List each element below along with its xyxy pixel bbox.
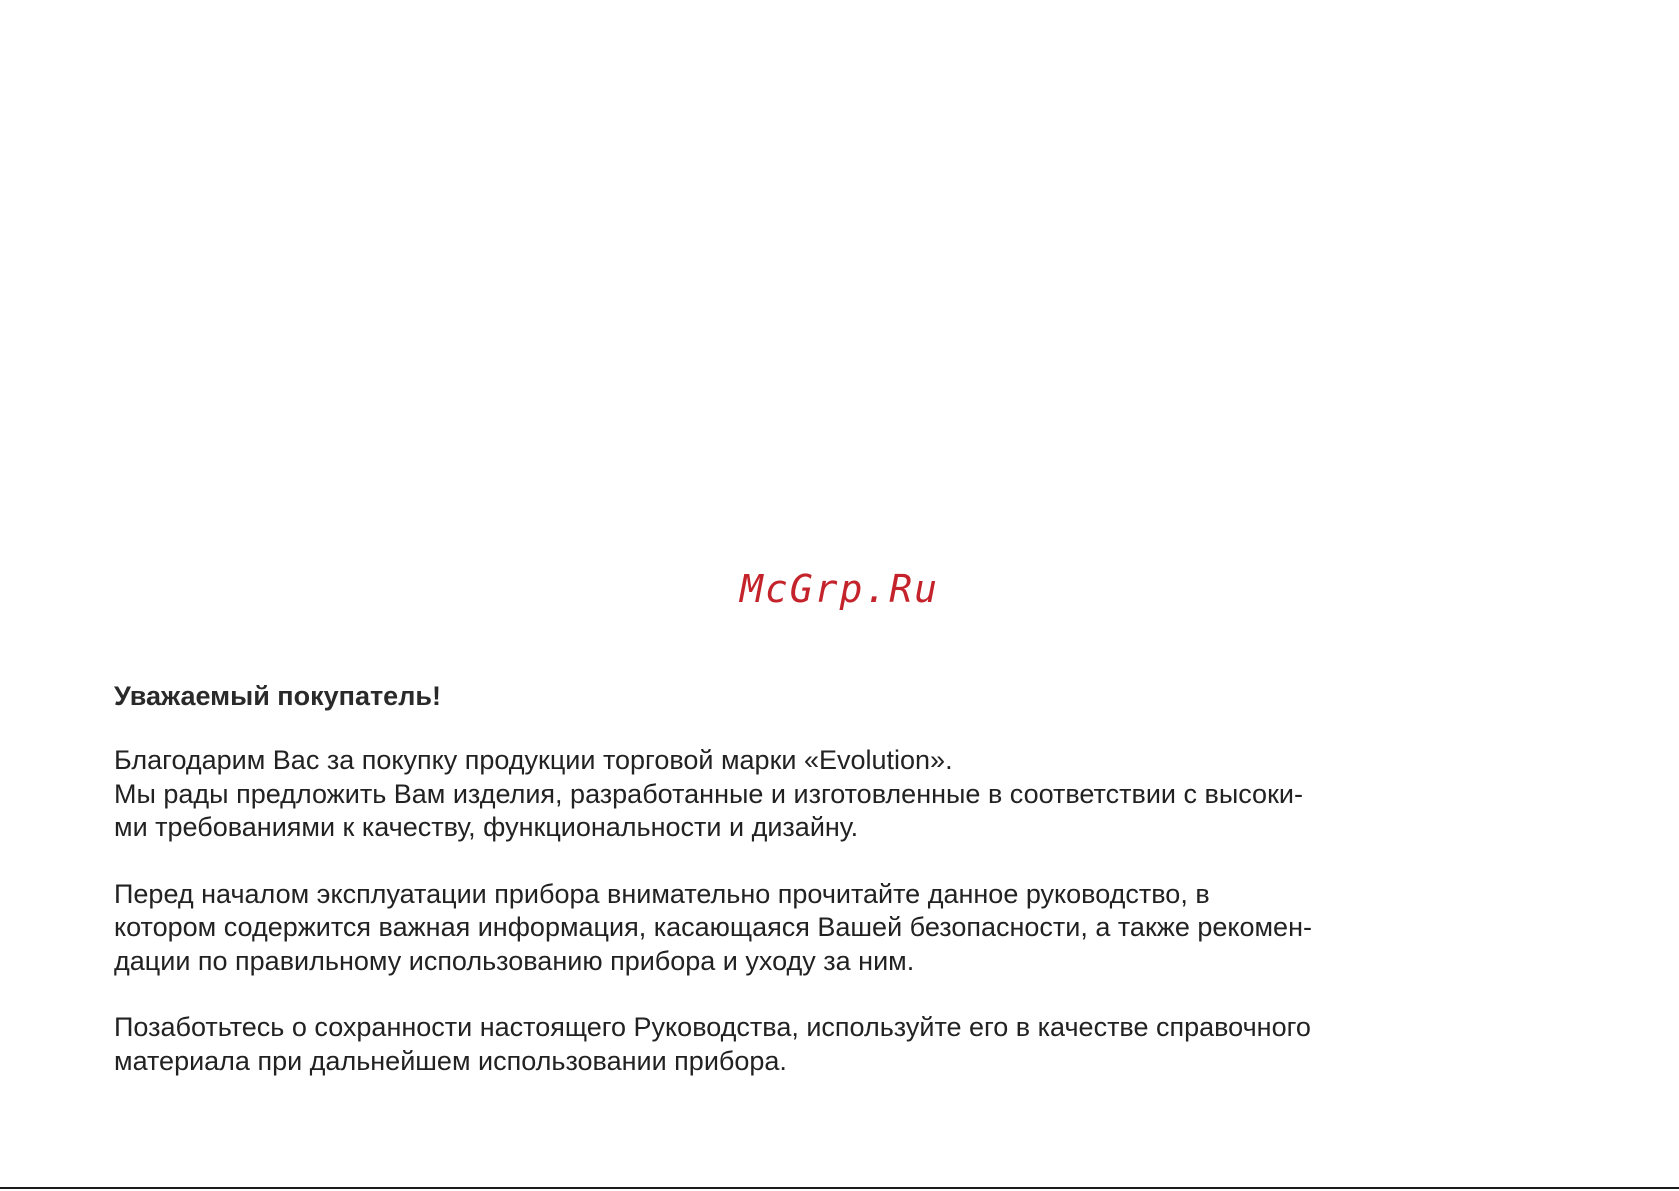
greeting-heading: Уважаемый покупатель! [114, 681, 441, 711]
paragraph-read-manual [114, 878, 1574, 979]
document-body [114, 678, 1574, 1111]
watermark-logo: McGrp.Ru [739, 567, 940, 611]
paragraph-line: Благодарим Вас за покупку продукции торговой марки «Evolution». [114, 745, 953, 775]
paragraph-line: Перед началом эксплуатации прибора внимательно прочитайте данное руководство, в [114, 878, 1210, 909]
paragraph-line: Мы рады предложить Вам изделия, разработанные и изготовленные в соответствии с высоки- [114, 778, 1303, 809]
paragraph-thanks [114, 744, 1574, 845]
paragraph-line: дации по правильному использованию прибора и уходу за ним. [114, 945, 915, 976]
paragraph-keep-manual [114, 1011, 1574, 1078]
paragraph-line: котором содержится важная информация, касающаяся Вашей безопасности, а также рекомен- [114, 912, 1312, 942]
bottom-divider [0, 1187, 1679, 1189]
paragraph-line: материала при дальнейшем использовании прибора. [114, 1045, 787, 1076]
paragraph-line: Позаботьтесь о сохранности настоящего Руководства, используйте его в качестве справочного [114, 1012, 1311, 1042]
paragraph-line: ми требованиями к качеству, функциональности и дизайну. [114, 812, 859, 842]
